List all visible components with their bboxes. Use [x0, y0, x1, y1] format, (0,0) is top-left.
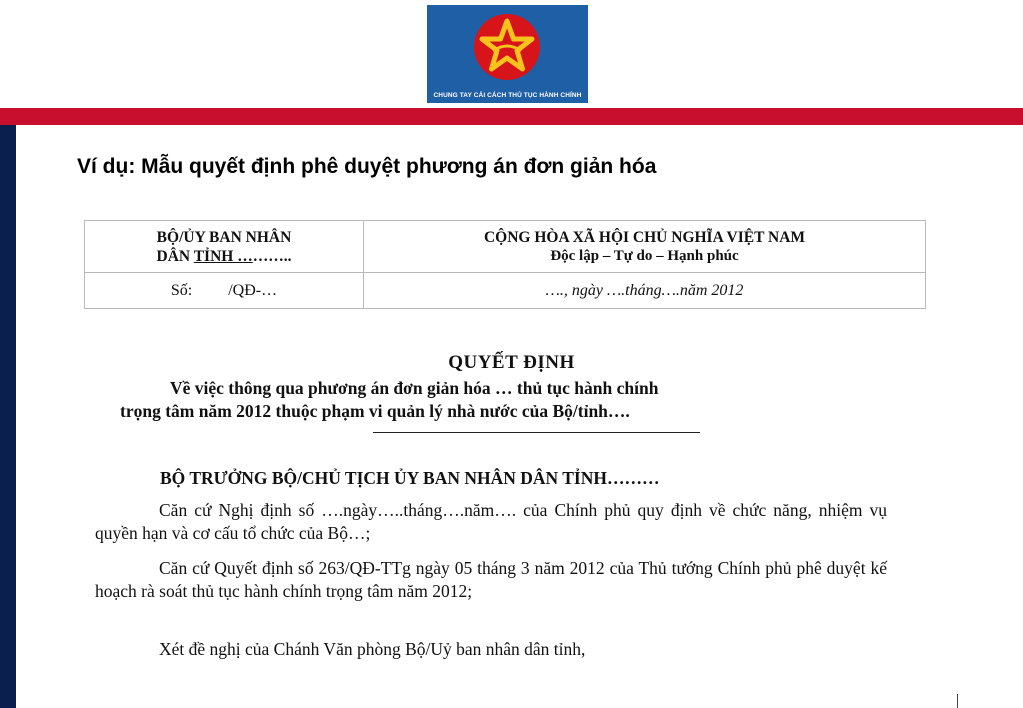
header-red-band [0, 108, 1023, 125]
republic-heading: CỘNG HÒA XÃ HỘI CHỦ NGHĨA VIỆT NAM [483, 228, 806, 246]
decision-subject [120, 377, 880, 423]
document-header-table [84, 220, 926, 309]
number-label: Số: [170, 281, 193, 299]
left-navy-bar [0, 125, 16, 708]
date-cell: …., ngày ….tháng….năm 2012 [364, 273, 926, 309]
agency-line-2: DÂN TỈNH ……….. [156, 247, 292, 265]
subject-line-1: Về việc thông qua phương án đơn giản hóa … thủ tục hành chính [170, 378, 659, 398]
republic-cell [364, 221, 926, 273]
page-edge-mark [957, 694, 958, 708]
campaign-logo [427, 5, 588, 103]
national-motto: Độc lập – Tự do – Hạnh phúc [550, 247, 739, 264]
agency-cell [85, 221, 364, 273]
legal-basis-paragraph-2: Căn cứ Quyết định số 263/QĐ-TTg ngày 05 tháng 3 năm 2012 của Thủ tướng Chính phủ phê duyệt kế hoạch rà soát thủ tục hành chính trọng tâm năm 2012; [95, 558, 887, 601]
legal-basis-paragraph-1: Căn cứ Nghị định số ….ngày…..tháng….năm…. của Chính phủ quy định về chức năng, nhiệm vụ quyền hạn và cơ cấu tổ chức của Bộ…; [95, 500, 887, 543]
decision-title: QUYẾT ĐỊNH [448, 352, 575, 373]
slide-title: Ví dụ: Mẫu quyết định phê duyệt phương án đơn giản hóa [77, 155, 657, 178]
issuing-authority: BỘ TRƯỞNG BỘ/CHỦ TỊCH ỦY BAN NHÂN DÂN TỈNH……… [160, 468, 660, 488]
agency-line-1: BỘ/ỦY BAN NHÂN [156, 228, 292, 246]
red-circle-yellow-star-icon [471, 11, 543, 83]
subject-line-2: trọng tâm năm 2012 thuộc phạm vi quản lý nhà nước của Bộ/tỉnh…. [120, 401, 630, 421]
logo-caption: CHUNG TAY CẢI CÁCH THỦ TỤC HÀNH CHÍNH [433, 92, 582, 99]
proposal-paragraph: Xét đề nghị của Chánh Văn phòng Bộ/Uỷ ban nhân dân tỉnh, [159, 639, 586, 659]
document-number-cell [85, 273, 364, 309]
title-divider [373, 432, 700, 433]
number-code: /QĐ-… [228, 281, 278, 299]
